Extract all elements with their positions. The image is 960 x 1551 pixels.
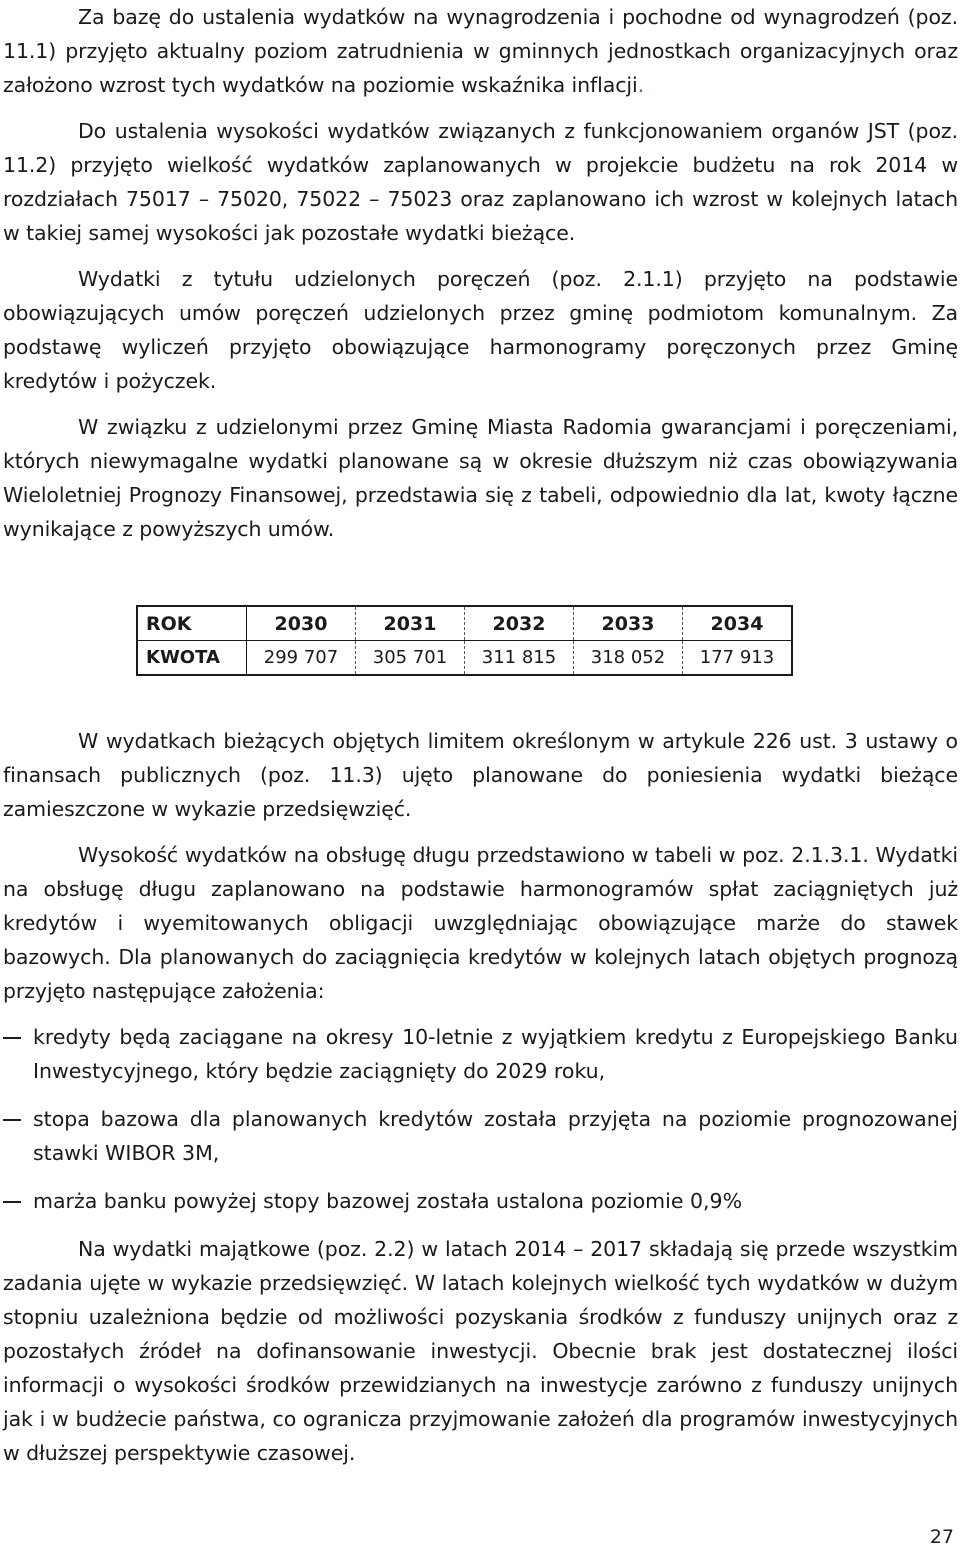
paragraph-salaries-end: . [637, 73, 644, 97]
table-year-cell: 2031 [356, 606, 465, 641]
assumptions-list [3, 1020, 958, 1218]
paragraph-capital-expenses: Na wydatki majątkowe (poz. 2.2) w latach 2014 – 2017 składają się przede wszystkim zadania ujęte w wykazie przedsięwzięć. W latach kolejnych wielkość tych wydatków w dużym stopniu uzależniona będzie od możliwości pozyskania środków z funduszy unijnych oraz z pozostałych źródeł na dofinansowanie inwestycji. Obecnie brak jest dostatecznej ilości informacji o wysokości środków przewidzianych na inwestycje zarówno z funduszy unijnych jak i w budżecie państwa, co ogranicza przyjmowanie założeń dla programów inwestycyjnych w dłuższej perspektywie czasowej. [3, 1237, 958, 1465]
table-row-label-year: ROK [137, 606, 247, 641]
list-item-text: kredyty będą zaciągane na okresy 10-letnie z wyjątkiem kredytu z Europejskiego Banku Inwestycyjnego, który będzie zaciągnięty do 2029 roku, [33, 1025, 958, 1083]
dash-bullet-icon [3, 1201, 21, 1203]
list-item [3, 1102, 958, 1170]
guarantee-table-wrapper [136, 605, 793, 676]
bottom-paragraphs [3, 724, 958, 1470]
page-number: 27 [929, 1526, 954, 1548]
table-year-cell: 2034 [683, 606, 793, 641]
paragraph-salaries [3, 0, 958, 102]
guarantee-table [136, 605, 793, 676]
paragraph-debt-service: Wysokość wydatków na obsługę długu przedstawiono w tabeli w poz. 2.1.3.1. Wydatki na obsługę długu zaplanowano na podstawie harmonogramów spłat zaciągniętych już kredytów i wyemitowanych obligacji uwzględniając obowiązujące marże do stawek bazowych. Dla planowanych do zaciągnięcia kredytów w kolejnych latach objętych prognozą przyjęto następujące założenia: [3, 843, 958, 1003]
table-amount-cell: 318 052 [574, 641, 683, 676]
table-year-cell: 2032 [465, 606, 574, 641]
table-row-amounts [137, 641, 792, 676]
table-year-cell: 2033 [574, 606, 683, 641]
table-amount-cell: 311 815 [465, 641, 574, 676]
paragraph-current-expenses: W wydatkach bieżących objętych limitem określonym w artykule 226 ust. 3 ustawy o finansach publicznych (poz. 11.3) ujęto planowane do poniesienia wydatki bieżące zamieszczone w wykazie przedsięwzięć. [3, 729, 958, 821]
table-amount-cell: 305 701 [356, 641, 465, 676]
paragraph-jst-organs: Do ustalenia wysokości wydatków związanych z funkcjonowaniem organów JST (poz. 11.2) przyjęto wielkość wydatków zaplanowanych w projekcie budżetu na rok 2014 w rozdziałach 75017 – 75020, 75022 – 75023 oraz zaplanowano ich wzrost w kolejnych latach w takiej samej wysokości jak pozostałe wydatki bieżące. [3, 119, 958, 245]
paragraph-guarantees: Wydatki z tytułu udzielonych poręczeń (poz. 2.1.1) przyjęto na podstawie obowiązujących umów poręczeń udzielonych przez gminę podmiotom komunalnym. Za podstawę wyliczeń przyjęto obowiązujące harmonogramy poręczonych przez Gminę kredytów i pożyczek. [3, 267, 958, 393]
paragraph-guarantees-table-intro: W związku z udzielonymi przez Gminę Miasta Radomia gwarancjami i poręczeniami, których niewymagalne wydatki planowane są w okresie dłuższym niż czas obowiązywania Wieloletniej Prognozy Finansowej, przedstawia się z tabeli, odpowiednio dla lat, kwoty łączne wynikające z powyższych umów. [3, 415, 958, 541]
paragraph-salaries-text: Za bazę do ustalenia wydatków na wynagrodzenia i pochodne od wynagrodzeń (poz. 11.1) przyjęto aktualny poziom zatrudnienia w gminnych jednostkach organizacyjnych oraz założono wzrost tych wydatków na poziomie wskaźnika inflacji [3, 5, 958, 97]
table-row-label-amount: KWOTA [137, 641, 247, 676]
table-amount-cell: 177 913 [683, 641, 793, 676]
list-item-text: marża banku powyżej stopy bazowej została ustalona poziomie 0,9% [33, 1189, 743, 1213]
list-item [3, 1020, 958, 1088]
top-paragraphs [3, 0, 958, 546]
list-item [3, 1184, 958, 1218]
table-row-years [137, 606, 792, 641]
table-year-cell: 2030 [247, 606, 356, 641]
list-item-text: stopa bazowa dla planowanych kredytów została przyjęta na poziomie prognozowanej stawki WIBOR 3M, [33, 1107, 958, 1165]
dash-bullet-icon [3, 1037, 21, 1039]
table-amount-cell: 299 707 [247, 641, 356, 676]
dash-bullet-icon [3, 1119, 21, 1121]
